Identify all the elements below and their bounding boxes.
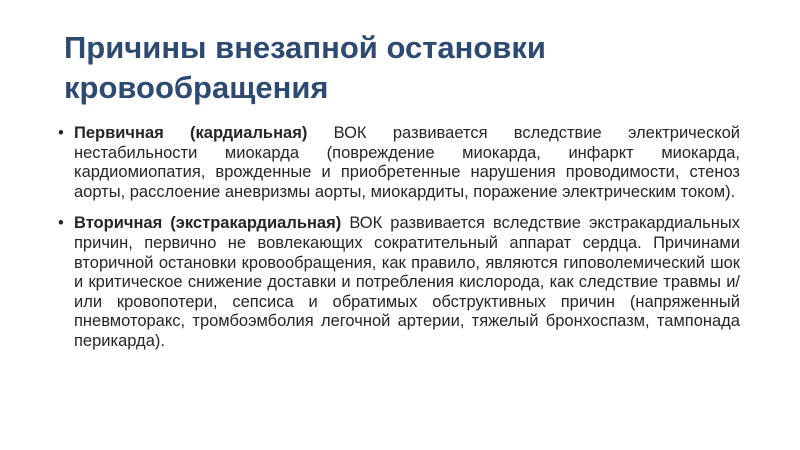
bullet-list xyxy=(58,124,740,352)
bullet-text: ВОК развивается вследствие экстракардиальных причин, первично не вовлекающих сократительный аппарат сердца. Причинами вторичной остановки кровообращения, как правило, являются гиповолемический шок и критическое снижение доставки и потребления кислорода, как следствие травмы и/или кровопотери, сепсиса и обратимых обструктивных причин (напряженный пневмоторакс, тромбоэмболия легочной артерии, тяжелый бронхоспазм, тампонада перикарда). xyxy=(74,214,740,350)
bullet-primary-cause xyxy=(58,124,740,202)
bullet-term: Вторичная (экстракардиальная) xyxy=(74,214,342,233)
bullet-secondary-cause xyxy=(58,214,740,351)
bullet-term: Первичная (кардиальная) xyxy=(74,124,308,142)
bullet-dot-icon: • xyxy=(58,124,64,142)
bullet-text: ВОК развивается вследствие электрической нестабильности миокарда (повреждение миокарда, инфаркт миокарда, кардиомиопатия, врожденные и приобретенные нарушения проводимости, стеноз аорты, расслоение аневризмы аорты, миокардиты, поражение электрическим током). xyxy=(74,124,740,201)
slide-title: Причины внезапной остановки кровообращения xyxy=(64,30,546,105)
bullet-dot-icon: • xyxy=(58,214,64,233)
